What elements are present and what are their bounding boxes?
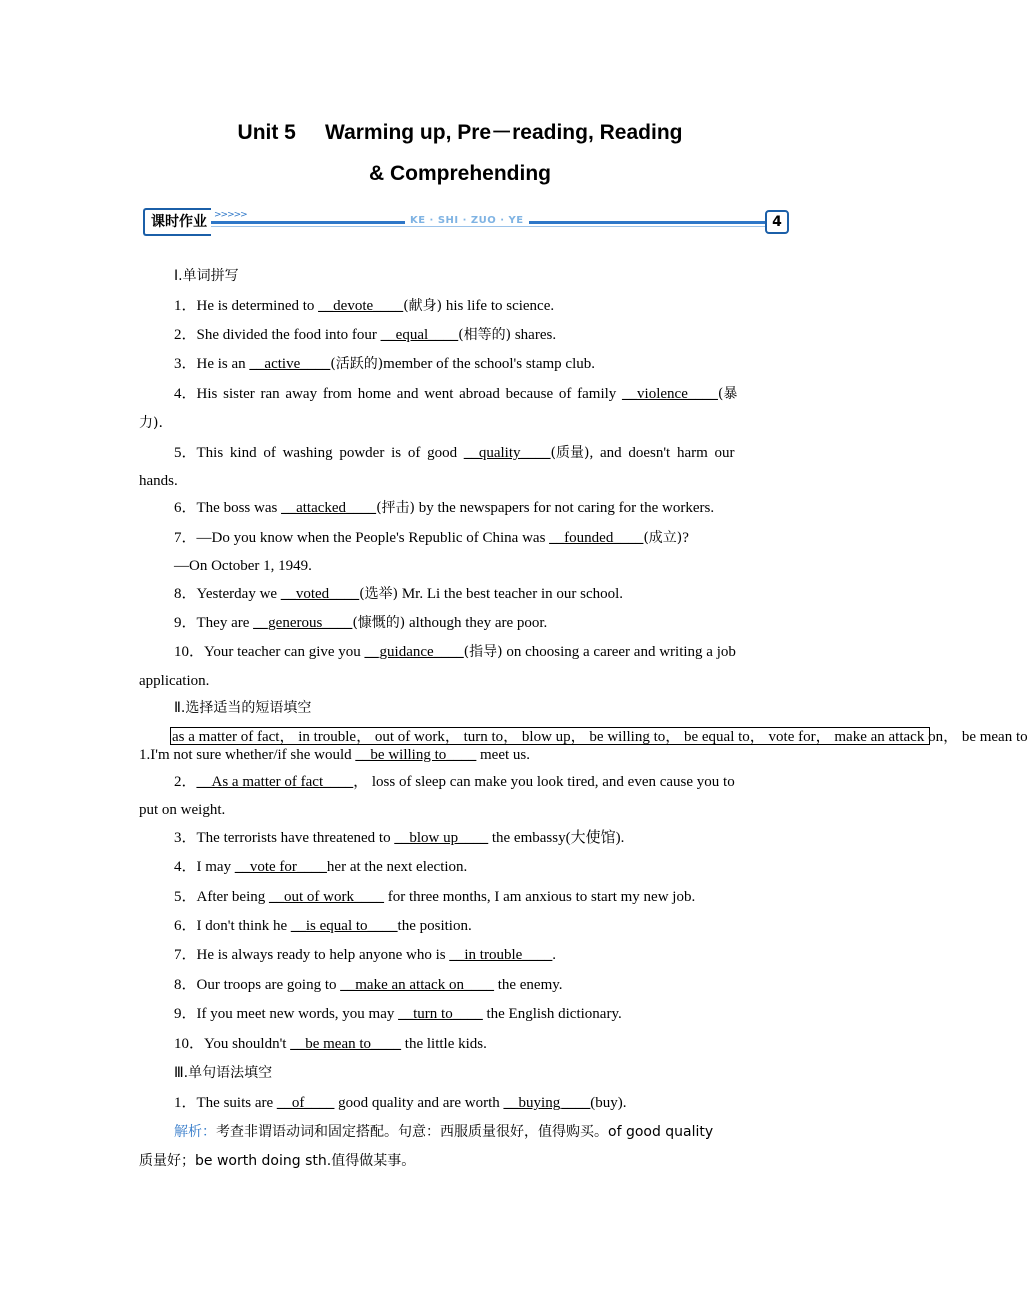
page-title-line-2: & Comprehending [369, 162, 551, 185]
s1-item-5-cont: hands. [139, 473, 178, 489]
s2-item-6: 6．I don't think he __is equal to____the position. [174, 918, 472, 934]
s3-item-1: 1．The suits are __of____ good quality and are worth __buying____(buy). [174, 1095, 627, 1111]
answer: __be willing to____ [355, 747, 477, 763]
s3-explanation-cont: 质量好；be worth doing sth.值得做某事。 [139, 1153, 416, 1169]
answer: __out of work____ [269, 889, 384, 905]
answer: __blow up____ [394, 830, 489, 846]
banner-rule-thin [211, 226, 765, 227]
answer: __of____ [276, 1095, 335, 1111]
s1-item-8: 8．Yesterday we __voted____(选举) Mr. Li the best teacher in our school. [174, 586, 624, 602]
s1-item-10: 10．Your teacher can give you __guidance____(指导) on choosing a career and writing a job [174, 644, 736, 660]
s1-item-3: 3．He is an __active____(活跃的)member of the school's stamp club. [174, 356, 595, 372]
answer: __devote____ [318, 298, 404, 314]
phrase-word-bank: as a matter of fact， in trouble， out of work， turn to， blow up， be willing to， be equal to， vote for， make an attack on， be mean to [172, 729, 1028, 745]
banner-arrows-icon: >>>>> [214, 210, 247, 220]
s2-item-5: 5．After being __out of work____ for three months, I am anxious to start my new job. [174, 889, 696, 905]
s2-item-4: 4．I may __vote for____her at the next election. [174, 859, 468, 875]
section-3-heading: Ⅲ.单句语法填空 [174, 1065, 273, 1081]
s1-item-10-cont: application. [139, 673, 210, 689]
answer: __turn to____ [398, 1006, 483, 1022]
section-1-heading: Ⅰ.单词拼写 [174, 268, 239, 284]
banner-number-badge: 4 [765, 210, 789, 234]
s2-item-2: 2．__As a matter of fact____， loss of sleep can make you look tired, and even cause you to [174, 774, 735, 790]
s2-item-1: 1.I'm not sure whether/if she would __be willing to____ meet us. [139, 747, 530, 763]
answer: __is equal to____ [290, 918, 398, 934]
explanation-label: 解析： [174, 1124, 216, 1140]
answer: __founded____ [549, 530, 644, 546]
answer: __guidance____ [364, 644, 464, 660]
section-2-heading: Ⅱ.选择适当的短语填空 [174, 700, 312, 716]
s1-item-1: 1．He is determined to __devote____(献身) his life to science. [174, 298, 555, 314]
answer: __vote for____ [234, 859, 327, 875]
homework-banner [143, 206, 789, 240]
s2-item-3: 3．The terrorists have threatened to __blow up____ the embassy(大使馆). [174, 830, 625, 846]
s1-item-2: 2．She divided the food into four __equal____(相等的) shares. [174, 327, 557, 343]
s2-item-10: 10．You shouldn't __be mean to____ the little kids. [174, 1036, 487, 1052]
answer: __active____ [249, 356, 331, 372]
answer: __violence____ [622, 386, 718, 402]
answer: __As a matter of fact____ [196, 774, 354, 790]
s2-item-2-cont: put on weight. [139, 802, 226, 818]
s1-item-6: 6．The boss was __attacked____(抨击) by the newspapers for not caring for the workers. [174, 500, 715, 516]
answer: __be mean to____ [290, 1036, 402, 1052]
s1-item-7: 7．—Do you know when the People's Republic of China was __founded____(成立)? [174, 530, 689, 546]
page-title-line-1: Unit 5 Warming up, Pre－reading, Reading [237, 121, 683, 144]
answer: __quality____ [463, 445, 551, 461]
banner-label: 课时作业 [143, 208, 211, 236]
answer: __equal____ [380, 327, 459, 343]
s1-item-7-reply: —On October 1, 1949. [174, 558, 312, 574]
s3-explanation: 解析：考查非谓语动词和固定搭配。句意：西服质量很好，值得购买。of good quality [174, 1124, 714, 1140]
answer: __generous____ [253, 615, 353, 631]
s1-item-5: 5．This kind of washing powder is of good __quality____(质量), and doesn't harm our [174, 445, 735, 461]
answer: __in trouble____ [449, 947, 553, 963]
banner-pinyin: KE · SHI · ZUO · YE [405, 215, 529, 226]
answer: __voted____ [280, 586, 360, 602]
s1-item-9: 9．They are __generous____(慷慨的) although they are poor. [174, 615, 548, 631]
answer: __buying____ [503, 1095, 591, 1111]
answer: __make an attack on____ [340, 977, 494, 993]
answer: __attacked____ [281, 500, 377, 516]
s2-item-7: 7．He is always ready to help anyone who is __in trouble____. [174, 947, 557, 963]
s2-item-8: 8．Our troops are going to __make an attack on____ the enemy. [174, 977, 563, 993]
s2-item-9: 9．If you meet new words, you may __turn to____ the English dictionary. [174, 1006, 622, 1022]
s1-item-4: 4．His sister ran away from home and went abroad because of family __violence____(暴 [174, 386, 738, 402]
s1-item-4-cont: 力). [139, 415, 163, 431]
